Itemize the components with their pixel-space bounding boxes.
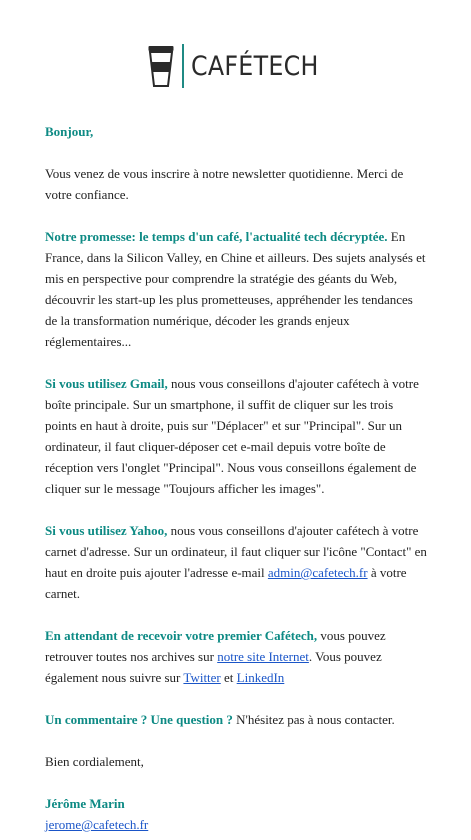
archives-text-before: vous pouvez retrouver toutes nos archives sur xyxy=(45,628,386,664)
promise-title: Notre promesse: le temps d'un café, l'actualité tech décryptée. xyxy=(45,229,388,244)
greeting: Bonjour, xyxy=(45,124,94,139)
promise-text: En France, dans la Silicon Valley, en Chine et ailleurs. Des sujets analysés et mis en perspective pour comprendre la stratégie des géants du Web, découvrir les start-up les plus prometteuses, appréhender les tendances de la transformation numérique, décoder les grands enjeux réglementaires... xyxy=(45,229,426,349)
twitter-link[interactable]: Twitter xyxy=(183,670,221,685)
gmail-paragraph xyxy=(45,373,427,499)
contact-title: Un commentaire ? Une question ? xyxy=(45,712,233,727)
contact-paragraph xyxy=(45,709,427,730)
promise-paragraph xyxy=(45,226,427,352)
archives-text-middle: . Vous pouvez également nous suivre sur xyxy=(45,649,382,685)
yahoo-text-before: nous vous conseillons d'ajouter cafétech à votre carnet d'adresse. Sur un ordinateur, il faut cliquer sur l'icône "Contact" en haut en droite puis ajouter l'adresse e-mail xyxy=(45,523,427,580)
signature-name: Jérôme Marin xyxy=(45,796,125,811)
linkedin-link[interactable]: LinkedIn xyxy=(236,670,285,685)
signature xyxy=(45,793,427,835)
yahoo-title: Si vous utilisez Yahoo, xyxy=(45,523,168,538)
email-body xyxy=(45,121,427,835)
email-header xyxy=(0,40,471,92)
website-link[interactable]: notre site Internet xyxy=(217,649,309,664)
yahoo-paragraph xyxy=(45,520,427,604)
gmail-text: nous vous conseillons d'ajouter cafétech à votre boîte principale. Sur un smartphone, il suffit de cliquer sur les trois points en haut à droite, puis sur "Déplacer" et sur "Principal". Sur un ordinateur, il faut cliquer-déposer cet e-mail depuis votre boîte de réception vers l'onglet "Principal". Nous vous conseillons également de cliquer sur le message "Toujours afficher les images". xyxy=(45,376,419,496)
cafetech-logo[interactable] xyxy=(148,44,322,88)
closing-paragraph: Bien cordialement, xyxy=(45,754,144,769)
contact-text: N'hésitez pas à nous contacter. xyxy=(232,712,395,727)
admin-email-link[interactable]: admin@cafetech.fr xyxy=(267,565,368,580)
archives-paragraph xyxy=(45,625,427,688)
gmail-title: Si vous utilisez Gmail, xyxy=(45,376,168,391)
signature-email-link[interactable]: jerome@cafetech.fr xyxy=(45,817,149,832)
logo-text: CAFÉTECH xyxy=(191,50,320,82)
intro-paragraph: Vous venez de vous inscrire à notre newsletter quotidienne. Merci de votre confiance. xyxy=(45,166,404,202)
archives-title: En attendant de recevoir votre premier Cafétech, xyxy=(45,628,318,643)
logo-divider xyxy=(182,44,184,88)
yahoo-text-after: à votre carnet. xyxy=(45,565,407,601)
greeting-paragraph xyxy=(45,121,427,142)
archives-text-and: et xyxy=(220,670,237,685)
coffee-cup-icon xyxy=(148,45,174,87)
